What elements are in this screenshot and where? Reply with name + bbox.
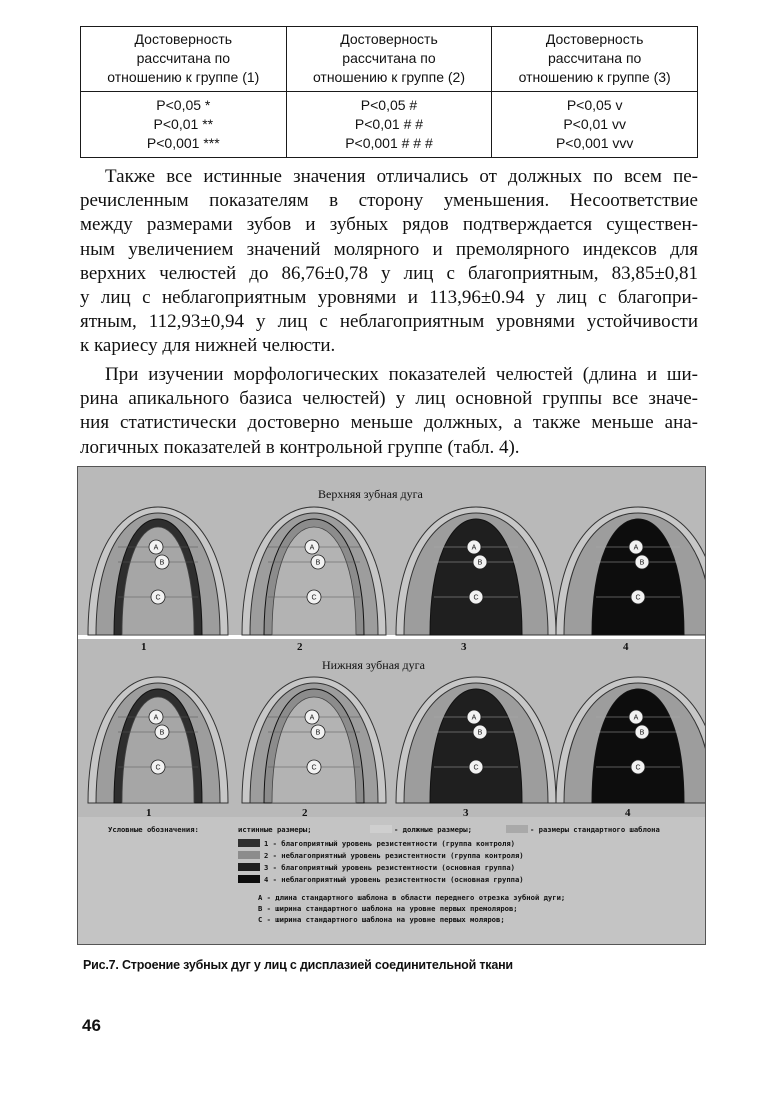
marker-label: C xyxy=(311,764,317,772)
marker-label: A xyxy=(153,544,159,552)
arch-number-lower-1: 1 xyxy=(146,807,152,819)
legend-swatch-template xyxy=(506,825,528,833)
header-line: Достоверность xyxy=(134,31,233,47)
dental-arch-figure xyxy=(77,466,706,945)
marker-label: B xyxy=(159,729,165,737)
paragraph-1 xyxy=(80,165,698,359)
upper-arch-1 xyxy=(88,507,228,635)
marker-label: C xyxy=(155,594,161,602)
header-line: рассчитана по xyxy=(547,50,642,66)
legend-item-3: 3 - благоприятный уровень резистентности (основная группа) xyxy=(264,863,515,872)
cell-value: P<0,01 ** xyxy=(153,116,214,132)
legend-item-1: 1 - благоприятный уровень резистентности (группа контроля) xyxy=(264,839,515,848)
header-line: Достоверность xyxy=(545,31,644,47)
marker-label: C xyxy=(473,764,479,772)
cell-value: P<0,001 *** xyxy=(146,135,220,151)
arch-number-lower-3: 3 xyxy=(463,807,469,819)
marker-label: B xyxy=(639,729,645,737)
page-number: 46 xyxy=(82,1016,101,1035)
cell-value: P<0,001 vvv xyxy=(555,135,634,151)
arch-number-lower-2: 2 xyxy=(302,807,308,819)
lower-arch-2 xyxy=(242,677,386,803)
legend-swatch-group-2 xyxy=(238,851,260,859)
cell-value: P<0,001 # # # xyxy=(345,135,433,151)
marker-label: A xyxy=(309,544,315,552)
text-line: логичных показателей в контрольной группе (табл. 4). xyxy=(80,436,520,458)
arch-number-upper-3: 3 xyxy=(461,641,467,653)
table-cell xyxy=(492,92,698,158)
figure-caption: Рис.7. Строение зубных дуг у лиц с дисплазией соединительной ткани xyxy=(83,958,513,972)
table-header-cell xyxy=(81,27,287,92)
header-line: отношению к группе (2) xyxy=(312,69,466,85)
lower-arch-3 xyxy=(396,677,556,803)
arch-number-lower-4: 4 xyxy=(625,807,631,819)
text-line: между размерами зубов и зубных рядов подтверждается существен- xyxy=(80,214,698,236)
text-line: рина апикального базиса челюстей) у лиц основной группы все значе- xyxy=(80,388,698,410)
text-line: у лиц с неблагоприятным уровнями и 113,96±0.94 у лиц с благопри- xyxy=(80,287,698,309)
header-line: отношению к группе (1) xyxy=(107,69,260,85)
cell-value: P<0,05 # xyxy=(360,97,418,113)
header-line: отношению к группе (3) xyxy=(518,69,671,85)
arch-number-upper-4: 4 xyxy=(623,641,629,653)
marker-label: A xyxy=(471,544,477,552)
legend-note-c: С - ширина стандартного шаблона на уровне первых моляров; xyxy=(258,915,505,924)
marker-label: B xyxy=(315,729,321,737)
table-header-cell xyxy=(286,27,492,92)
text-line: ным увеличением значений молярного и премолярного индексов для xyxy=(80,238,698,260)
table-row xyxy=(81,92,698,158)
lower-arch-1 xyxy=(88,677,228,803)
legend-swatch-group-3 xyxy=(238,863,260,871)
upper-arch-3 xyxy=(396,507,556,635)
row-separator xyxy=(78,635,705,639)
marker-label: B xyxy=(159,559,165,567)
lower-arch-4 xyxy=(556,677,705,803)
legend-swatch-group-1 xyxy=(238,839,260,847)
legend-note-a: А - длина стандартного шаблона в области переднего отрезка зубной дуги; xyxy=(258,893,566,902)
legend-swatch-group-4 xyxy=(238,875,260,883)
lower-arch-title: Нижняя зубная дуга xyxy=(322,658,425,672)
legend-true-sizes: истинные размеры; xyxy=(238,825,312,834)
legend-heading: Условные обозначения: xyxy=(108,825,199,834)
text-line: ния статистически достоверно меньше должных, а также меньше ана- xyxy=(80,412,698,434)
table-cell xyxy=(81,92,287,158)
text-line: ятным, 112,93±0,94 у лиц с неблагоприятным уровнями устойчивости xyxy=(80,311,698,333)
header-line: рассчитана по xyxy=(342,50,436,66)
marker-label: B xyxy=(639,559,645,567)
marker-label: A xyxy=(309,714,315,722)
cell-value: P<0,01 vv xyxy=(563,116,626,132)
marker-label: A xyxy=(633,714,639,722)
text-line: верхних челюстей до 86,76±0,78 у лиц с благоприятным, 83,85±0,81 xyxy=(80,262,698,284)
upper-arch-2 xyxy=(242,507,386,635)
header-line: Достоверность xyxy=(340,31,438,47)
significance-table xyxy=(80,26,698,158)
text-line: к кариесу для нижней челюсти. xyxy=(80,335,336,357)
marker-label: C xyxy=(155,764,161,772)
legend-note-b: В - ширина стандартного шаблона на уровне первых премоляров; xyxy=(258,904,518,913)
text-line: При изучении морфологических показателей челюстей (длина и ши- xyxy=(105,364,698,385)
marker-label: B xyxy=(477,559,483,567)
cell-value: P<0,05 v xyxy=(566,97,623,113)
header-line: рассчитана по xyxy=(136,50,230,66)
legend-due-sizes: - должные размеры; xyxy=(394,825,472,834)
marker-label: B xyxy=(315,559,321,567)
marker-label: C xyxy=(473,594,479,602)
legend-swatch-due xyxy=(370,825,392,833)
legend-item-4: 4 - неблагоприятный уровень резистентности (основная группа) xyxy=(264,875,524,884)
arch-number-upper-1: 1 xyxy=(141,641,147,653)
text-line: речисленным показателям в сторону уменьшения. Несоответствие xyxy=(80,190,698,212)
paragraph-2 xyxy=(80,363,698,460)
marker-label: A xyxy=(633,544,639,552)
marker-label: B xyxy=(477,729,483,737)
marker-label: C xyxy=(635,594,641,602)
text-line: Также все истинные значения отличались от должных по всем пе- xyxy=(105,166,698,187)
cell-value: P<0,05 * xyxy=(156,97,211,113)
marker-label: C xyxy=(311,594,317,602)
upper-arch-4 xyxy=(556,507,705,635)
table-header-row xyxy=(81,27,698,92)
table-header-cell xyxy=(492,27,698,92)
cell-value: P<0,01 # # xyxy=(354,116,424,132)
table-cell xyxy=(286,92,492,158)
marker-label: A xyxy=(471,714,477,722)
marker-label: C xyxy=(635,764,641,772)
marker-label: A xyxy=(153,714,159,722)
upper-arch-title: Верхняя зубная дуга xyxy=(318,487,423,501)
arch-number-upper-2: 2 xyxy=(297,641,303,653)
legend-template-sizes: - размеры стандартного шаблона xyxy=(530,825,660,834)
legend-item-2: 2 - неблагоприятный уровень резистентности (группа контроля) xyxy=(264,851,524,860)
arch-diagram xyxy=(78,467,705,944)
